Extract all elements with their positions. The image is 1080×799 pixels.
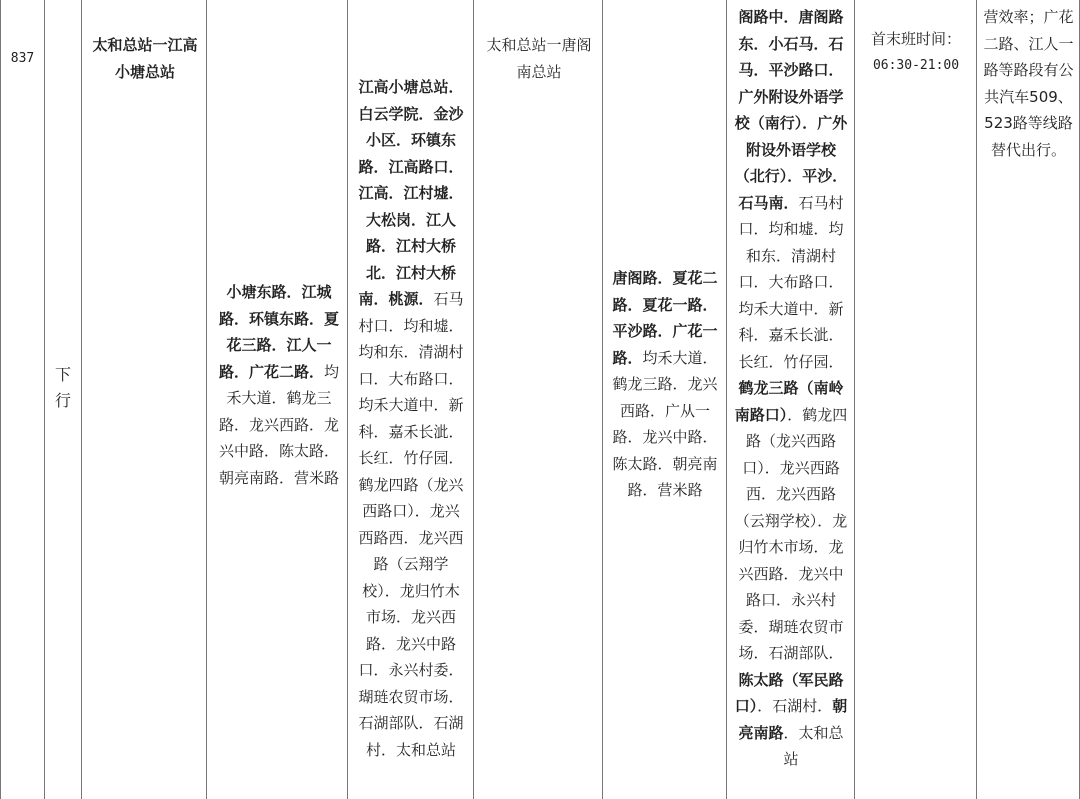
path-a-bold: 小塘东路．江城路．环镇东路．夏花三路．江人一路．广花二路． — [218, 283, 339, 381]
stops-b-part7: 朝亮南路 — [738, 697, 848, 742]
path-b-bold: 唐阁路．夏花二路．夏花一路．平沙路．广花一路． — [612, 269, 718, 367]
stops-a — [355, 74, 467, 763]
stops-a-normal: 石马村口．均和墟．均和东．清湖村口．大布路口．均禾大道中．新科．嘉禾长泚．长红．竹仔园．鹤龙四路（龙兴西路口）．龙兴西路西．龙兴西路（云翔学校）．龙归竹木市场．龙兴西路．龙兴中路口．永兴村委．瑚琏农贸市场．石湖部队．石湖村．太和总站 — [358, 290, 464, 759]
stops-b-part2: 石马村口．均和墟．均和东．清湖村口．大布路口．均禾大道中．新科．嘉禾长泚．长红．竹仔园． — [738, 193, 844, 371]
route-number: 837 — [10, 51, 35, 66]
col-route-no — [0, 0, 45, 799]
stops-b-part3: 鹤龙三路（南岭南路口） — [734, 379, 844, 424]
stops-b-part8: ．太和总站 — [783, 723, 844, 768]
route-name: 太和总站一江高小塘总站 — [92, 36, 198, 81]
path-a-normal: 均禾大道．鹤龙三路．龙兴西路．龙兴中路．陈太路．朝亮南路．营米路 — [218, 362, 340, 487]
col-route-name — [82, 0, 207, 799]
stops-b-part6: ．石湖村． — [757, 697, 833, 715]
notes: 营效率；广花二路、江人一路等路段有公共汽车509、523路等线路替代出行。 — [983, 8, 1074, 159]
stops-a-bold: 江高小塘总站．白云学院．金沙小区．环镇东路．江高路口．江高．江村墟．大松岗．江人路．江村大桥北．江村大桥南．桃源． — [358, 78, 464, 308]
service-times — [860, 26, 972, 79]
col-times — [855, 0, 977, 799]
service-times-label: 首末班时间： — [870, 30, 961, 48]
stops-b — [734, 4, 848, 773]
service-times-value: 06:30-21:00 — [872, 57, 960, 73]
stops-b-part5: 陈太路（军民路口） — [734, 670, 844, 715]
temp-route-name: 太和总站一唐阁南总站 — [486, 36, 592, 81]
path-b-normal: 均禾大道．鹤龙三路．龙兴西路．广从一路．龙兴中路．陈太路．朝亮南路．营米路 — [612, 348, 718, 499]
path-b — [609, 265, 721, 504]
path-a — [218, 279, 340, 491]
stops-b-part4: ．鹤龙四路（龙兴西路口）．龙兴西路西．龙兴西路（云翔学校）．龙归竹木市场．龙兴西路．龙兴中路口．永兴村委．瑚琏农贸市场．石湖部队． — [734, 405, 848, 662]
col-temp-route — [474, 0, 603, 799]
direction-label: 下行 — [54, 365, 71, 410]
stops-b-part1: 阁路中．唐阁路东．小石马．石马．平沙路口．广外附设外语学校（南行）．广外附设外语学校（北行）．平沙．石马南． — [734, 8, 848, 212]
